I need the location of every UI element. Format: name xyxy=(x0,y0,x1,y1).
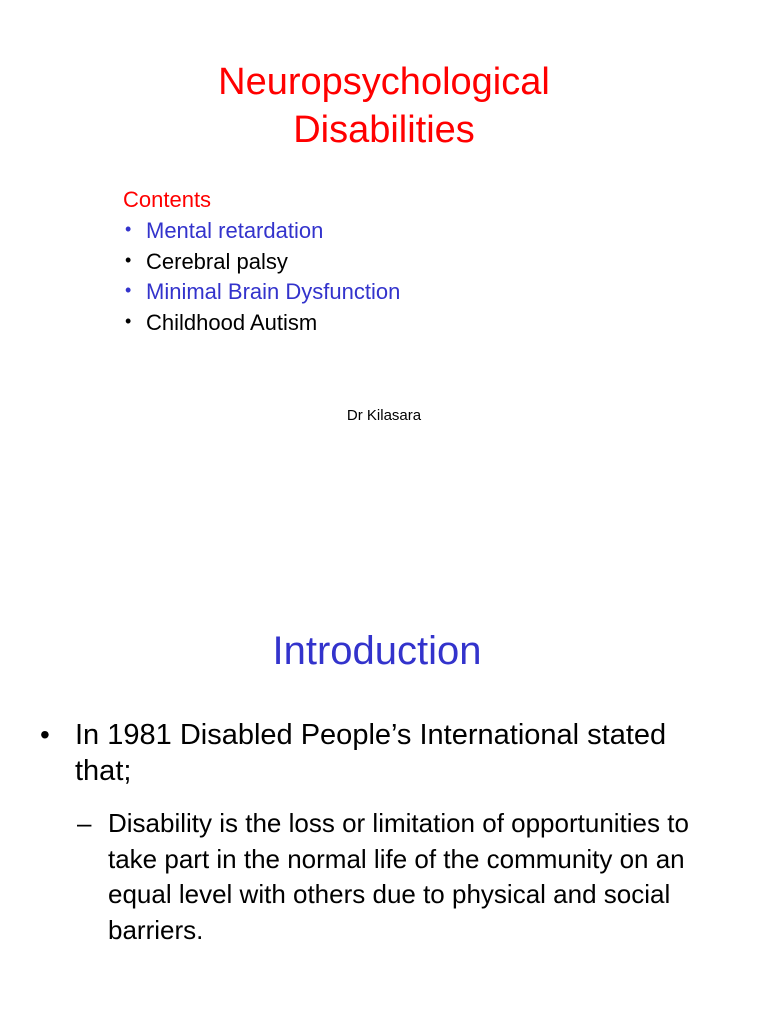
slide-title-line-1: Neuropsychological xyxy=(218,61,550,103)
bullet-icon: • xyxy=(125,310,132,331)
bullet-icon: • xyxy=(125,249,132,270)
bullet-icon: • xyxy=(125,280,132,300)
contents-item-label: Mental retardation xyxy=(146,218,324,243)
contents-heading: Contents xyxy=(123,187,212,212)
contents-list xyxy=(123,216,400,338)
contents-item-minimal-brain-dysfunction xyxy=(123,277,400,308)
slide-title xyxy=(0,58,768,154)
slide-title-line-2: Disabilities xyxy=(293,109,475,151)
contents-item-mental-retardation xyxy=(123,216,400,247)
bullet-point-text: In 1981 Disabled People’s International stated that; xyxy=(75,719,667,787)
bullet-icon: • xyxy=(40,719,50,750)
contents-item-label: Minimal Brain Dysfunction xyxy=(146,279,401,304)
sub-point-text: Disability is the loss or limitation of opportunities to take part in the normal life of the community on an equal level with others due to physical and social barriers. xyxy=(108,808,689,945)
contents-item-cerebral-palsy xyxy=(123,247,400,278)
contents-item-label: Cerebral palsy xyxy=(146,248,288,274)
contents-item-label: Childhood Autism xyxy=(146,309,318,335)
bullet-icon: • xyxy=(125,219,132,239)
author-name: Dr Kilasara xyxy=(346,407,422,424)
bullet-point xyxy=(40,717,730,789)
contents-block xyxy=(123,186,400,338)
contents-item-childhood-autism xyxy=(123,308,400,339)
sub-point xyxy=(77,806,717,948)
dash-icon: – xyxy=(77,808,92,838)
slide-title: Introduction xyxy=(272,629,482,673)
slide-introduction xyxy=(0,512,768,1024)
